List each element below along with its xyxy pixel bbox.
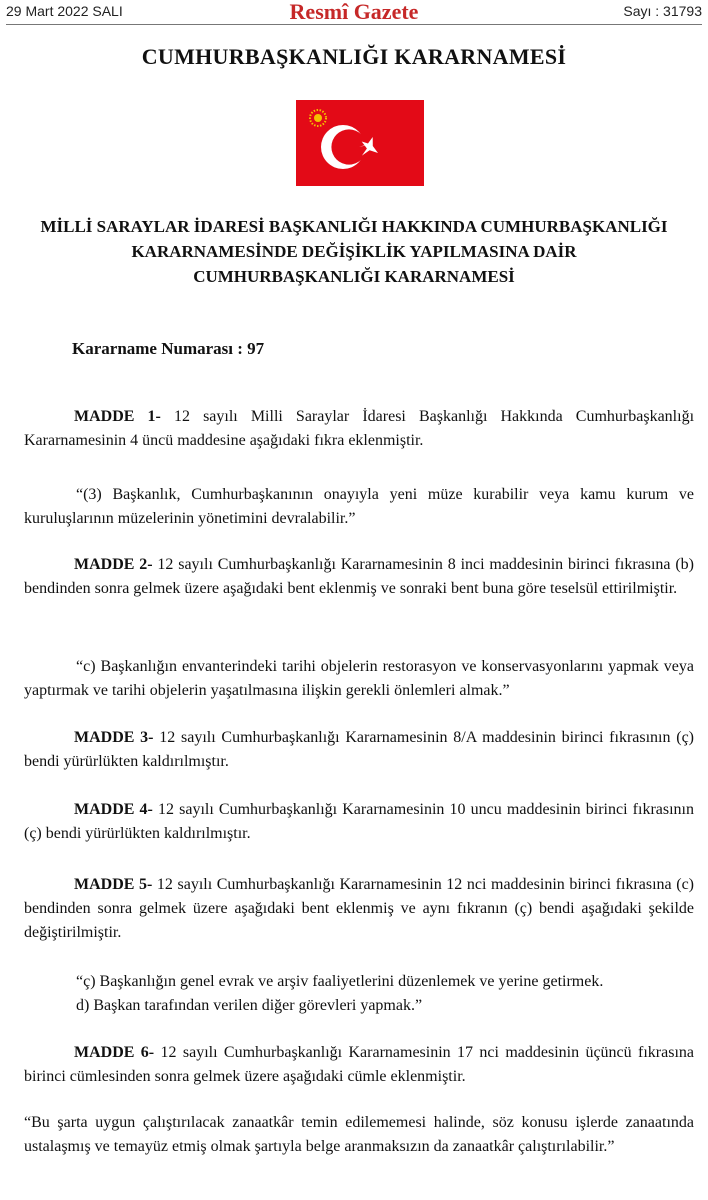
article-text: 12 sayılı Cumhurbaşkanlığı Kararnamesinin 12 nci maddesinin birinci fıkrasına (c) bendinden sonra gelmek üzere aşağıdaki bent eklenmiş ve aynı fıkranın (ç) bendi aşağıdaki şekilde değiştirilmiştir. [24,876,694,941]
gazette-header [0,0,708,24]
article-2 [24,553,694,601]
article-1-quote: “(3) Başkanlık, Cumhurbaşkanının onayıyla yeni müze kurabilir veya kamu kurum ve kuruluşlarının müzelerinin yönetimini devralabilir.” [24,486,694,527]
decree-title-line: MİLLİ SARAYLAR İDARESİ BAŞKANLIĞI HAKKINDA CUMHURBAŞKANLIĞI [40,217,668,236]
article-4 [24,798,694,846]
header-divider [6,24,702,25]
article-3 [24,726,694,774]
article-label: MADDE 5- [74,876,153,893]
article-6 [24,1041,694,1089]
decree-title-line: KARARNAMESİNDE DEĞİŞİKLİK YAPILMASINA DAİR [131,242,577,261]
article-5-quote [24,970,694,1018]
article-6-quote: “Bu şarta uygun çalıştırılacak zanaatkâr temin edilememesi halinde, söz konusu işlerde zanaatında ustalaşmış ve temayüz etmiş olmak şartıyla belge aranmaksızın da zanaatkâr çalıştırılabilir.” [24,1114,694,1155]
publication-date: 29 Mart 2022 SALI [6,3,123,19]
article-label: MADDE 6- [74,1044,155,1061]
decree-title-line: CUMHURBAŞKANLIĞI KARARNAMESİ [193,267,515,286]
decree-number: Kararname Numarası : 97 [72,339,265,358]
decree-title [20,214,688,289]
gazette-name: Resmî Gazete [289,0,419,24]
article-label: MADDE 2- [74,556,153,573]
issue-number: Sayı : 31793 [623,3,702,19]
article-text: 12 sayılı Cumhurbaşkanlığı Kararnamesinin 10 uncu maddesinin birinci fıkrasının (ç) bendi yürürlükten kaldırılmıştır. [24,801,694,842]
document-type-title: CUMHURBAŞKANLIĞI KARARNAMESİ [141,44,567,69]
turkish-flag-icon [296,100,424,186]
article-text: 12 sayılı Milli Saraylar İdaresi Başkanlığı Hakkında Cumhurbaşkanlığı Kararnamesinin 4 üncü maddesine aşağıdaki fıkra eklenmiştir. [24,408,695,449]
article-label: MADDE 3- [74,729,154,746]
article-label: MADDE 4- [74,801,153,818]
article-text: 12 sayılı Cumhurbaşkanlığı Kararnamesinin 17 nci maddesinin üçüncü fıkrasına birinci cümlesinden sonra gelmek üzere aşağıdaki cümle eklenmiştir. [24,1044,695,1085]
quote-line: d) Başkan tarafından verilen diğer görevleri yapmak.” [76,997,423,1014]
article-2-quote: “c) Başkanlığın envanterindeki tarihi objelerin restorasyon ve konservasyonlarını yapmak veya yaptırmak ve tarihi objelerin yaşatılmasına ilişkin gerekli önlemleri almak.” [24,658,694,699]
article-text: 12 sayılı Cumhurbaşkanlığı Kararnamesinin 8/A maddesinin birinci fıkrasının (ç) bendi yürürlükten kaldırılmıştır. [24,729,695,770]
article-label: MADDE 1- [74,408,161,425]
article-1 [24,405,694,453]
quote-line: “ç) Başkanlığın genel evrak ve arşiv faaliyetlerini düzenlemek ve yerine getirmek. [76,973,604,990]
article-text: 12 sayılı Cumhurbaşkanlığı Kararnamesinin 8 inci maddesinin birinci fıkrasına (b) bendinden sonra gelmek üzere aşağıdaki bent eklenmiş ve sonraki bent buna göre teselsül ettirilmiştir. [24,556,695,597]
article-5 [24,873,694,945]
